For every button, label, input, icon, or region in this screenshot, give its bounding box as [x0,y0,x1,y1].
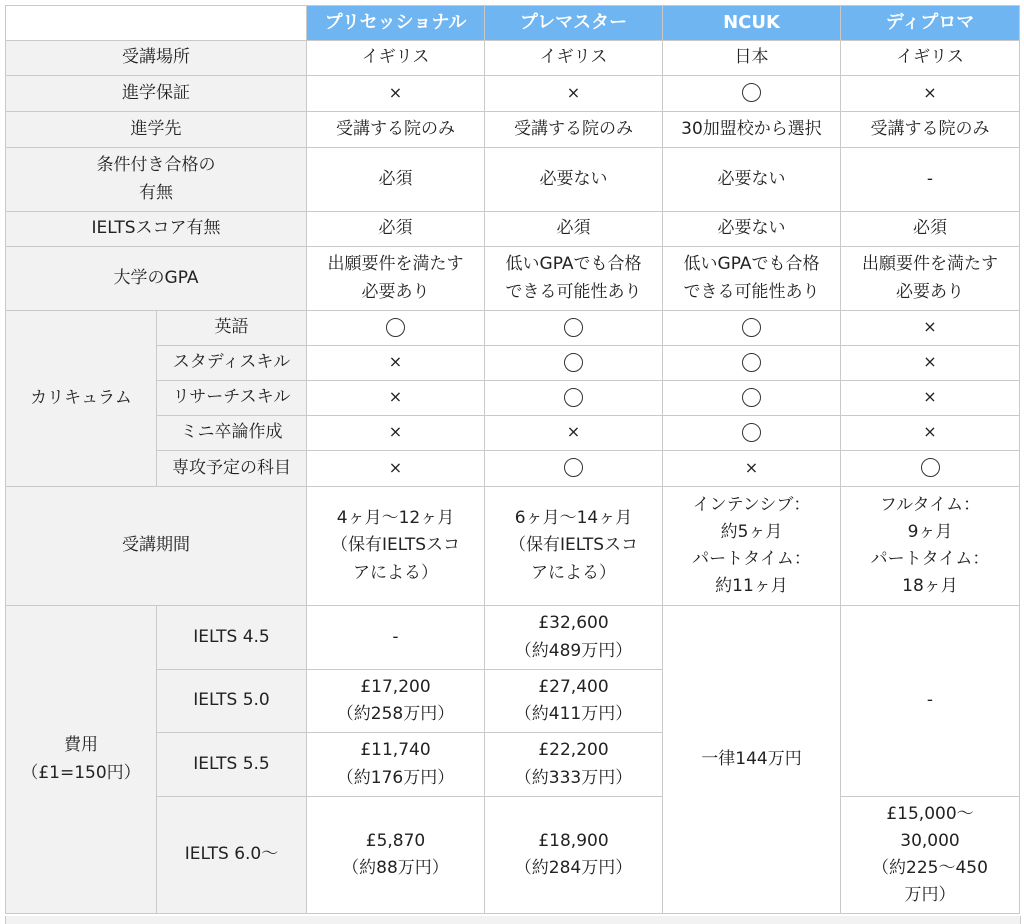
cell: 日本 [663,41,841,76]
cross-mark-icon: × [923,387,937,407]
cell [841,346,1020,381]
cell [841,76,1020,112]
circle-mark-icon [564,458,583,477]
cell: £27,400 （約411万円） [485,670,663,733]
cell [841,416,1020,451]
circle-mark-icon [742,318,761,337]
header-blank [6,6,307,41]
curriculum-item-label: 専攻予定の科目 [157,451,307,487]
row-label: 受講期間 [6,487,307,606]
cross-mark-icon: × [923,82,937,102]
circle-mark-icon [564,388,583,407]
row-guarantee [6,76,1020,112]
cell: 出願要件を満たす 必要あり [841,247,1020,311]
curriculum-row [6,346,1020,381]
cell: 30加盟校から選択 [663,112,841,148]
curriculum-item-label: リサーチスキル [157,381,307,416]
fee-row [6,606,1020,670]
cross-mark-icon: × [923,422,937,442]
cell: イギリス [307,41,485,76]
circle-mark-icon [742,83,761,102]
cell [307,451,485,487]
header-premaster: プレマスター [485,6,663,41]
circle-mark-icon [742,388,761,407]
cell: £11,740 （約176万円） [307,733,485,797]
cell: イギリス [485,41,663,76]
cell: 必要ない [663,148,841,212]
cell [485,416,663,451]
cell: フルタイム： 9ヶ月 パートタイム： 18ヶ月 [841,487,1020,606]
diploma-fee-cell: £15,000〜 30,000 （約225〜450 万円） [841,797,1020,914]
cell: 必要ない [663,212,841,247]
curriculum-label: カリキュラム [6,311,157,487]
comparison-table [5,5,1020,914]
circle-mark-icon [742,353,761,372]
cell [485,381,663,416]
row-label: 条件付き合格の 有無 [6,148,307,212]
cell [485,346,663,381]
circle-mark-icon [386,318,405,337]
header-row [6,6,1020,41]
cell [307,416,485,451]
circle-mark-icon [921,458,940,477]
cell: 必須 [841,212,1020,247]
cell [663,451,841,487]
cross-mark-icon: × [388,387,403,407]
cell: 出願要件を満たす 必要あり [307,247,485,311]
cell: £22,200 （約333万円） [485,733,663,797]
curriculum-item-label: スタディスキル [157,346,307,381]
fee-item-label: IELTS 5.0 [157,670,307,733]
cell [307,76,485,112]
diploma-fee-cell: - [841,606,1020,797]
cross-mark-icon: × [388,82,403,102]
row-label: 大学のGPA [6,247,307,311]
fee-item-label: IELTS 5.5 [157,733,307,797]
cell: 必要ない [485,148,663,212]
cell [663,346,841,381]
curriculum-item-label: 英語 [157,311,307,346]
cell [841,311,1020,346]
header-diploma: ディプロマ [841,6,1020,41]
row-gpa [6,247,1020,311]
cross-mark-icon: × [566,82,581,102]
row-label: IELTSスコア有無 [6,212,307,247]
cell: 必須 [307,148,485,212]
circle-mark-icon [742,423,761,442]
cross-mark-icon: × [388,422,403,442]
curriculum-row [6,381,1020,416]
row-ielts [6,212,1020,247]
circle-mark-icon [564,318,583,337]
row-label: 進学先 [6,112,307,148]
row-label: 受講場所 [6,41,307,76]
cell [841,381,1020,416]
cell: £32,600 （約489万円） [485,606,663,670]
curriculum-item-label: ミニ卒論作成 [157,416,307,451]
cell: 受講する院のみ [307,112,485,148]
cell: 必須 [307,212,485,247]
cell: 必須 [485,212,663,247]
cell: イギリス [841,41,1020,76]
cell [663,76,841,112]
fees-label: 費用 （£1=150円） [6,606,157,914]
cell: 受講する院のみ [841,112,1020,148]
fee-row [6,797,1020,914]
row-location [6,41,1020,76]
cross-mark-icon: × [923,352,937,372]
ncuk-fee-cell: 一律144万円 [663,606,841,914]
header-presessional: プリセッショナル [307,6,485,41]
cell [841,451,1020,487]
cross-mark-icon: × [923,317,937,337]
cell [307,346,485,381]
cell: インテンシブ： 約5ヶ月 パートタイム： 約11ヶ月 [663,487,841,606]
curriculum-row [6,416,1020,451]
cell: - [307,606,485,670]
cell [663,381,841,416]
cell [485,311,663,346]
cross-mark-icon: × [388,457,403,477]
fee-item-label: IELTS 4.5 [157,606,307,670]
fee-item-label: IELTS 6.0〜 [157,797,307,914]
header-ncuk: NCUK [663,6,841,41]
cell [307,311,485,346]
cell: 受講する院のみ [485,112,663,148]
circle-mark-icon [564,353,583,372]
curriculum-row [6,451,1020,487]
cell [663,416,841,451]
cell: 低いGPAでも合格 できる可能性あり [663,247,841,311]
table-bottom-edge [5,916,1021,924]
cell: £5,870 （約88万円） [307,797,485,914]
cell: - [841,148,1020,212]
cell [663,311,841,346]
cross-mark-icon: × [388,352,403,372]
cell: 低いGPAでも合格 できる可能性あり [485,247,663,311]
cell: £17,200 （約258万円） [307,670,485,733]
cross-mark-icon: × [744,457,759,477]
row-conditional [6,148,1020,212]
cross-mark-icon: × [566,422,581,442]
cell: 6ヶ月〜14ヶ月 （保有IELTSスコ アによる） [485,487,663,606]
cell: £18,900 （約284万円） [485,797,663,914]
row-period [6,487,1020,606]
cell [485,451,663,487]
cell [485,76,663,112]
row-destination [6,112,1020,148]
row-label: 進学保証 [6,76,307,112]
cell [307,381,485,416]
curriculum-row [6,311,1020,346]
cell: 4ヶ月〜12ヶ月 （保有IELTSスコ アによる） [307,487,485,606]
